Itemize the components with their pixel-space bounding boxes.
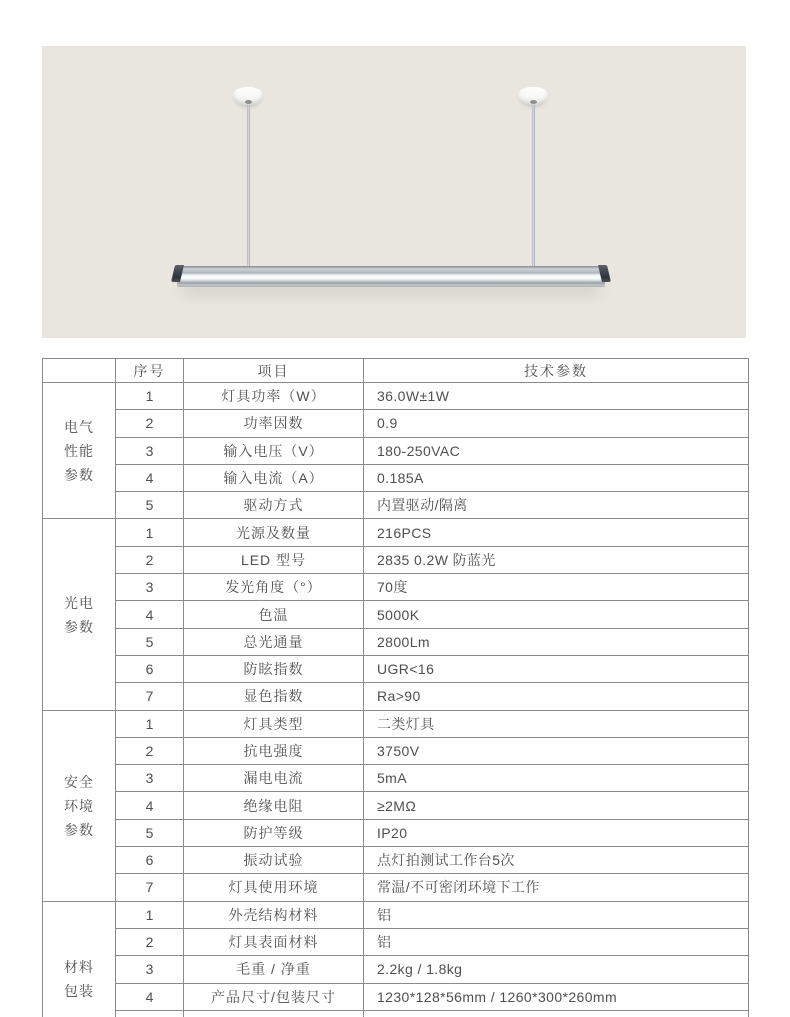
cell-no: 4 xyxy=(116,601,184,628)
spec-row xyxy=(43,628,749,655)
cell-value: ≥2MΩ xyxy=(364,792,749,819)
cell-empty xyxy=(116,1010,184,1017)
cell-value: 5000K xyxy=(364,601,749,628)
group-label-line: 环境 xyxy=(64,797,94,814)
product-image xyxy=(42,46,746,338)
header-group-cell xyxy=(43,359,116,383)
cell-no: 3 xyxy=(116,765,184,792)
suspension-rod-right xyxy=(532,105,535,267)
group-label-line: 参数 xyxy=(64,618,94,635)
cell-item: 灯具表面材料 xyxy=(184,928,364,955)
cell-value: 0.9 xyxy=(364,410,749,437)
cell-no: 1 xyxy=(116,519,184,546)
cell-item: 灯具使用环境 xyxy=(184,874,364,901)
cell-no: 1 xyxy=(116,383,184,410)
spec-row xyxy=(43,983,749,1010)
cell-value: 0.185A xyxy=(364,464,749,491)
spec-row xyxy=(43,546,749,573)
spec-row xyxy=(43,710,749,737)
spec-row xyxy=(43,574,749,601)
group-label-line: 包装 xyxy=(64,982,94,999)
spec-table xyxy=(42,358,749,1017)
canopy-hole-icon xyxy=(245,100,252,104)
cell-value: 180-250VAC xyxy=(364,437,749,464)
cell-item: 灯具类型 xyxy=(184,710,364,737)
cell-item: 外壳结构材料 xyxy=(184,901,364,928)
cell-no: 1 xyxy=(116,710,184,737)
cell-value: 2800Lm xyxy=(364,628,749,655)
spec-table-body xyxy=(43,383,749,1017)
cell-value: 1230*128*56mm / 1260*300*260mm xyxy=(364,983,749,1010)
spec-row xyxy=(43,819,749,846)
group-label-line: 安全 xyxy=(64,773,94,790)
cell-no: 6 xyxy=(116,655,184,682)
cell-no: 4 xyxy=(116,983,184,1010)
cell-value: 2.2kg / 1.8kg xyxy=(364,956,749,983)
header-item: 项目 xyxy=(184,359,364,383)
end-cap-right-icon xyxy=(598,265,611,282)
spec-row xyxy=(43,601,749,628)
spec-row xyxy=(43,901,749,928)
spec-row-partial xyxy=(43,1010,749,1017)
suspension-rod-left xyxy=(247,105,250,267)
cell-no: 7 xyxy=(116,874,184,901)
cell-no: 2 xyxy=(116,928,184,955)
cell-item: 输入电压（V） xyxy=(184,437,364,464)
cell-item: 振动试验 xyxy=(184,847,364,874)
cell-item: 毛重 / 净重 xyxy=(184,956,364,983)
cell-no: 3 xyxy=(116,437,184,464)
spec-row xyxy=(43,765,749,792)
cell-no: 2 xyxy=(116,737,184,764)
cell-item: 色温 xyxy=(184,601,364,628)
cell-item: 总光通量 xyxy=(184,628,364,655)
spec-row xyxy=(43,874,749,901)
cell-item: 防护等级 xyxy=(184,819,364,846)
cell-no: 2 xyxy=(116,410,184,437)
cell-no: 4 xyxy=(116,792,184,819)
end-cap-left-icon xyxy=(171,265,184,282)
linear-light-bar xyxy=(177,266,605,287)
cell-value: Ra>90 xyxy=(364,683,749,710)
spec-row xyxy=(43,464,749,491)
group-label-line: 性能 xyxy=(64,442,94,459)
cell-value: 铝 xyxy=(364,928,749,955)
spec-row xyxy=(43,655,749,682)
cell-item: 功率因数 xyxy=(184,410,364,437)
spec-row xyxy=(43,847,749,874)
cell-value: 点灯拍测试工作台5次 xyxy=(364,847,749,874)
canopy-hole-icon xyxy=(530,100,537,104)
spec-row xyxy=(43,956,749,983)
cell-item: 发光角度（°） xyxy=(184,574,364,601)
cell-item: 防眩指数 xyxy=(184,655,364,682)
cell-item: 驱动方式 xyxy=(184,492,364,519)
spec-row xyxy=(43,383,749,410)
cell-no: 2 xyxy=(116,546,184,573)
cell-value: 铝 xyxy=(364,901,749,928)
header-value: 技术参数 xyxy=(364,359,749,383)
cell-no: 3 xyxy=(116,574,184,601)
cell-no: 6 xyxy=(116,847,184,874)
cell-value: 5mA xyxy=(364,765,749,792)
cell-item: 产品尺寸/包装尺寸 xyxy=(184,983,364,1010)
cell-item: LED 型号 xyxy=(184,546,364,573)
cell-value: 70度 xyxy=(364,574,749,601)
cell-no: 5 xyxy=(116,492,184,519)
cell-no: 7 xyxy=(116,683,184,710)
cell-empty xyxy=(364,1010,749,1017)
cell-value: IP20 xyxy=(364,819,749,846)
cell-item: 抗电强度 xyxy=(184,737,364,764)
group-label xyxy=(43,901,116,1017)
cell-no: 3 xyxy=(116,956,184,983)
group-label-line: 材料 xyxy=(64,958,94,975)
spec-row xyxy=(43,928,749,955)
spec-row xyxy=(43,410,749,437)
group-label-line: 参数 xyxy=(64,821,94,838)
cell-item: 光源及数量 xyxy=(184,519,364,546)
cell-value: 36.0W±1W xyxy=(364,383,749,410)
cell-item: 输入电流（A） xyxy=(184,464,364,491)
cell-value: 216PCS xyxy=(364,519,749,546)
group-label xyxy=(43,519,116,710)
cell-item: 绝缘电阻 xyxy=(184,792,364,819)
cell-empty xyxy=(184,1010,364,1017)
group-label-line: 光电 xyxy=(64,594,94,611)
spec-row xyxy=(43,437,749,464)
cell-value: 常温/不可密闭环境下工作 xyxy=(364,874,749,901)
group-label xyxy=(43,383,116,519)
spec-row xyxy=(43,792,749,819)
cell-value: 3750V xyxy=(364,737,749,764)
cell-value: 内置驱动/隔离 xyxy=(364,492,749,519)
cell-no: 4 xyxy=(116,464,184,491)
spec-row xyxy=(43,683,749,710)
table-header-row xyxy=(43,359,749,383)
ceiling-canopy-right-icon xyxy=(518,87,548,107)
header-no: 序号 xyxy=(116,359,184,383)
cell-no: 5 xyxy=(116,628,184,655)
cell-item: 漏电电流 xyxy=(184,765,364,792)
spec-row xyxy=(43,492,749,519)
cell-item: 显色指数 xyxy=(184,683,364,710)
group-label-line: 参数 xyxy=(64,466,94,483)
group-label xyxy=(43,710,116,901)
spec-row xyxy=(43,737,749,764)
cell-value: 2835 0.2W 防蓝光 xyxy=(364,546,749,573)
cell-no: 5 xyxy=(116,819,184,846)
cell-no: 1 xyxy=(116,901,184,928)
cell-value: 二类灯具 xyxy=(364,710,749,737)
cell-item: 灯具功率（W） xyxy=(184,383,364,410)
group-label-line: 电气 xyxy=(64,418,94,435)
spec-row xyxy=(43,519,749,546)
ceiling-canopy-left-icon xyxy=(233,87,263,107)
cell-value: UGR<16 xyxy=(364,655,749,682)
